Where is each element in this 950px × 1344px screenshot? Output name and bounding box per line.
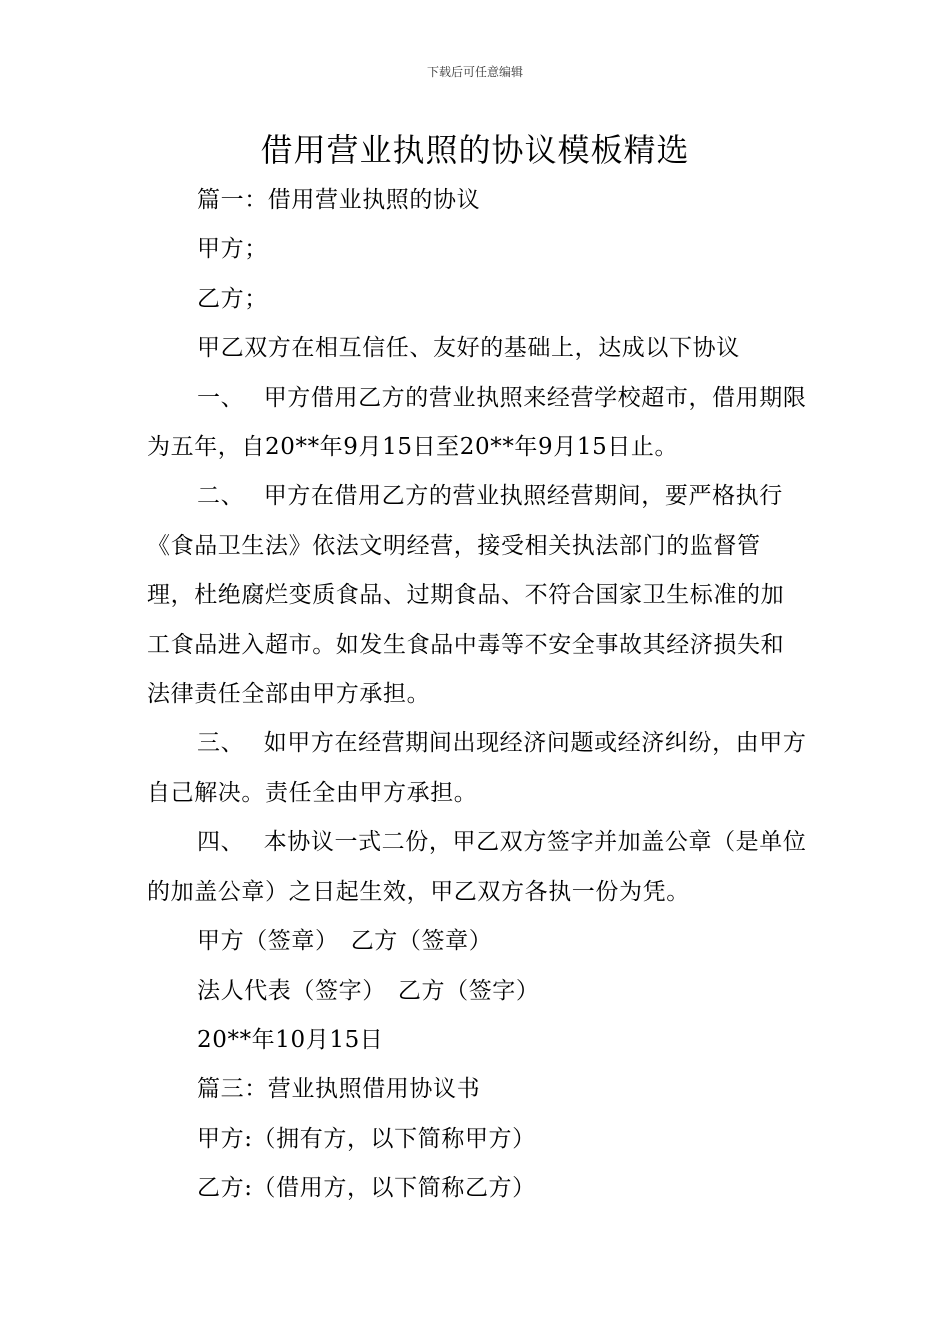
representative-signature-line: 法人代表（签字） 乙方（签字） — [197, 977, 540, 1004]
clause-4 — [147, 818, 807, 917]
clause-3 — [147, 719, 807, 818]
clause-2 — [147, 472, 807, 719]
clause-1 — [147, 374, 807, 473]
signature-line: 甲方（签章） 乙方（签章） — [197, 928, 493, 955]
date-line: 20**年10月15日 — [197, 1026, 384, 1053]
party-b-line: 乙方:（借用方，以下简称乙方） — [197, 1175, 536, 1202]
section-heading: 篇一：借用营业执照的协议 — [197, 187, 481, 213]
party-b-line: 乙方； — [197, 285, 268, 312]
clause-number: 二、 — [197, 483, 245, 510]
clause-number: 三、 — [197, 730, 245, 757]
clause-text: 甲方在借用乙方的营业执照经营期间，要严格执行《食品卫生法》依法文明经营，接受相关执法部门的监督管理，杜绝腐烂变质食品、过期食品、不符合国家卫生标准的加工食品进入超市。如发生食品中毒等不安全事故其经济损失和法律责任全部由甲方承担。 — [147, 483, 785, 708]
clause-text: 甲方借用乙方的营业执照来经营学校超市，借用期限为五年，自20**年9月15日至20**年9月15日止。 — [147, 384, 807, 461]
agreement-intro: 甲乙双方在相互信任、友好的基础上，达成以下协议 — [197, 335, 740, 362]
clause-text: 如甲方在经营期间出现经济问题或经济纠纷，由甲方自己解决。责任全由甲方承担。 — [147, 730, 807, 806]
header-note: 下载后可任意编辑 — [426, 65, 523, 79]
clause-number: 一、 — [197, 384, 245, 411]
section-heading: 篇三：营业执照借用协议书 — [197, 1076, 481, 1103]
party-a-line: 甲方； — [197, 236, 268, 263]
party-a-line: 甲方:（拥有方，以下简称甲方） — [197, 1125, 536, 1152]
document-title: 借用营业执照的协议模板精选 — [260, 131, 690, 169]
document-body — [147, 176, 807, 1214]
clause-text: 本协议一式二份，甲乙双方签字并加盖公章（是单位的加盖公章）之日起生效，甲乙双方各执一份为凭。 — [147, 829, 807, 905]
clause-number: 四、 — [197, 829, 245, 856]
